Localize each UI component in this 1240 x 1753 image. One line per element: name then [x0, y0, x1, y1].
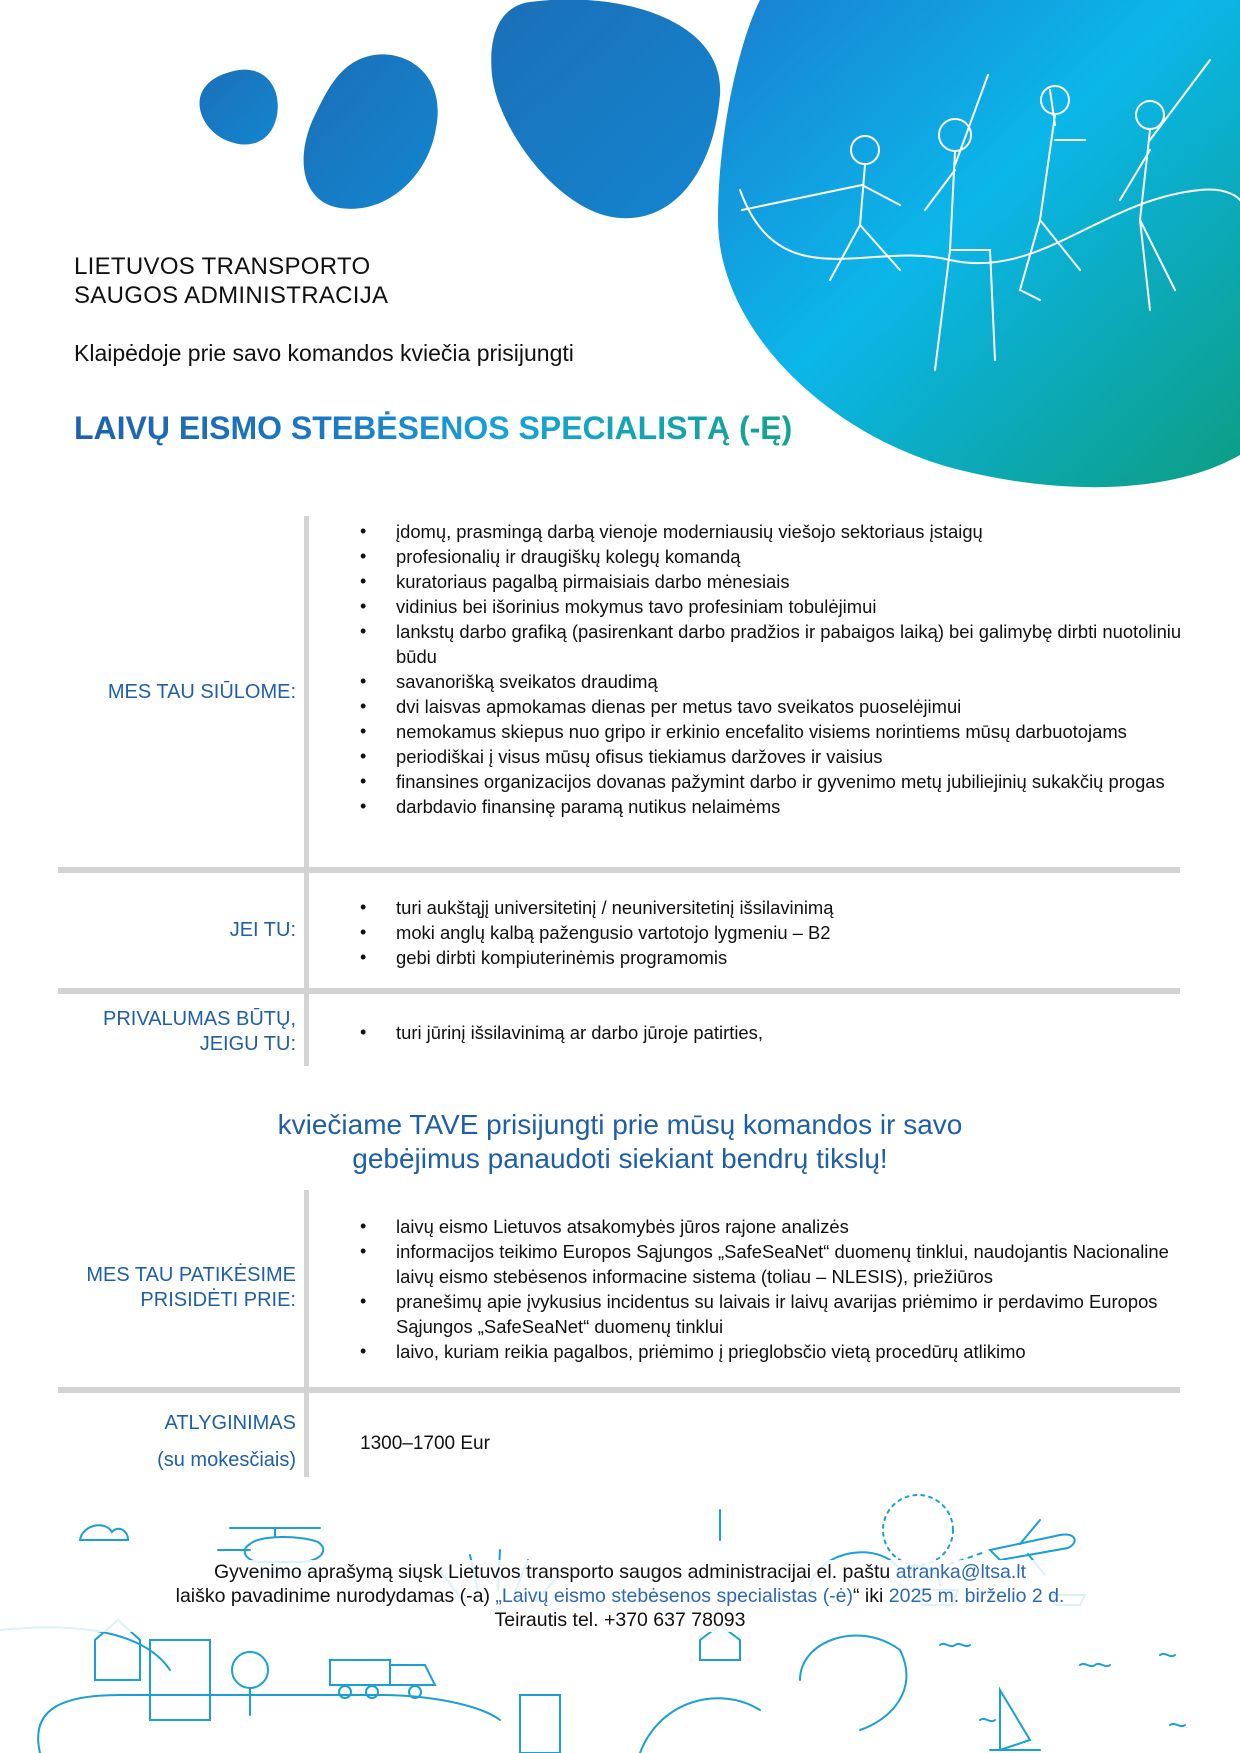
list-item: • pranešimų apie įvykusius incidentus su laivais ir laivų avarijas priėmimo ir perdavimo Europos Sąjungos „SafeSeaNet“ duomenų tinklui [360, 1289, 1210, 1339]
footer-line1-text: Gyvenimo aprašymą siųsk Lietuvos transporto saugos administracijai el. paštu [213, 1561, 896, 1583]
advantage-label-line2: JEIGU TU: [199, 1033, 296, 1055]
organization-name-line2: SAUGOS ADMINISTRACIJA [74, 282, 389, 309]
cloud-icon [80, 1525, 128, 1540]
footer-line2-prefix: laiško pavadinime nurodydamas (-a) [175, 1585, 496, 1607]
footer-line2 [0, 1584, 1240, 1608]
call-to-action-line1: kviečiame TAVE prisijungti prie mūsų komandos ir savo [277, 1109, 963, 1140]
salary-value: 1300–1700 Eur [360, 1433, 490, 1454]
duties-section [58, 1190, 1180, 1390]
requirements-list [360, 895, 1210, 970]
invitation-text: Klaipėdoje prie savo komandos kviečia prisijungti [74, 340, 574, 366]
list-item: • finansines organizacijos dovanas pažymint darbo ir gyvenimo metų jubiliejinių sukakčių progas [360, 769, 1210, 794]
organization-name [74, 252, 388, 310]
list-item: • turi aukštąjį universitetinį / neuniversitetinį išsilavinimą [360, 895, 1210, 920]
list-item: • savanorišką sveikatos draudimą [360, 669, 1210, 694]
list-item: • nemokamus skiepus nuo gripo ir erkinio encefalito visiems norintiems mūsų darbuotojams [360, 719, 1210, 744]
sailboat-icon [990, 1690, 1040, 1750]
vertical-divider [304, 1393, 309, 1477]
call-to-action-line2: gebėjimus panaudoti siekiant bendrų tikslų! [352, 1143, 888, 1174]
sea-waves-icon [940, 1644, 1185, 1726]
advantage-label-line1: PRIVALUMAS BŪTŲ, [103, 1008, 296, 1030]
organization-name-line1: LIETUVOS TRANSPORTO [74, 253, 371, 280]
salary-label [58, 1405, 296, 1479]
vertical-divider [304, 1190, 309, 1390]
circle-outline-icon [883, 1495, 953, 1565]
list-item: • laivo, kuriam reikia pagalbos, priėmimo į prieglobsčio vietą procedūrų atlikimo [360, 1339, 1210, 1364]
advantage-label [58, 1007, 296, 1057]
list-item: • gebi dirbti kompiuterinėmis programomis [360, 945, 1210, 970]
list-item: • darbdavio finansinę paramą nutikus nelaimėms [360, 794, 1210, 819]
medium-blob [304, 54, 438, 208]
list-item: • įdomų, prasmingą darbą vienoje moderniausių viešojo sektoriaus įstaigų [360, 519, 1210, 544]
list-item: • moki anglų kalbą pažengusio vartotojo lygmeniu – B2 [360, 920, 1210, 945]
list-item: • lankstų darbo grafiką (pasirenkant darbo pradžios ir pabaigos laiką) bei galimybę dirbti nuotoliniu būdu [360, 619, 1210, 669]
call-to-action [0, 1108, 1240, 1176]
salary-section [58, 1393, 1180, 1477]
duties-label-line1: MES TAU PATIKĖSIME [86, 1264, 296, 1286]
list-item: • vidinius bei išorinius mokymus tavo profesiniam tobulėjimui [360, 594, 1210, 619]
email-link[interactable]: atranka@ltsa.lt [895, 1561, 1027, 1583]
list-item: • periodiškai į visus mūsų ofisus tiekiamus daržoves ir vaisius [360, 744, 1210, 769]
small-blob [200, 70, 278, 145]
advantage-section [58, 994, 1180, 1066]
deadline-date: 2025 m. birželio 2 d. [888, 1585, 1065, 1607]
application-instructions [0, 1560, 1240, 1632]
duties-list [360, 1214, 1210, 1364]
offer-list [360, 519, 1210, 819]
offer-label: MES TAU SIŪLOME: [107, 681, 296, 703]
salary-label-line1: ATLYGINIMAS [164, 1412, 296, 1434]
duties-label-line2: PRISIDĖTI PRIE: [140, 1289, 296, 1311]
list-item: • informacijos teikimo Europos Sąjungos „SafeSeaNet“ duomenų tinklui, naudojantis Nacionaline laivų eismo stebėsenos informacine sistema (toliau – NLESIS), priežiūros [360, 1239, 1210, 1289]
duties-label [58, 1263, 296, 1313]
offer-section [58, 516, 1180, 868]
list-item: • laivų eismo Lietuvos atsakomybės jūros rajone analizės [360, 1214, 1210, 1239]
list-item: • dvi laisvas apmokamas dienas per metus tavo sveikatos puoselėjimui [360, 694, 1210, 719]
footer-line1 [0, 1560, 1240, 1584]
vertical-divider [304, 994, 309, 1066]
job-title: LAIVŲ EISMO STEBĖSENOS SPECIALISTĄ (-Ę) [74, 410, 793, 446]
requirements-label: JEI TU: [229, 919, 296, 941]
gradient-wave [718, 0, 1240, 487]
vertical-divider [304, 873, 309, 989]
list-item: • turi jūrinį išsilavinimą ar darbo jūroje patirties, [360, 1020, 1210, 1045]
footer-line2-mid: “ iki [853, 1585, 889, 1607]
advantage-list [360, 1020, 1210, 1045]
vertical-divider [304, 516, 309, 868]
email-subject: „Laivų eismo stebėsenos specialistas (-ė) [495, 1585, 854, 1607]
requirements-section [58, 873, 1180, 989]
list-item: • profesionalių ir draugiškų kolegų komandą [360, 544, 1210, 569]
large-blob [491, 0, 720, 218]
list-item: • kuratoriaus pagalbą pirmaisiais darbo mėnesiais [360, 569, 1210, 594]
contact-phone: Teirautis tel. +370 637 78093 [494, 1609, 746, 1631]
salary-label-line2: (su mokesčiais) [157, 1449, 296, 1471]
